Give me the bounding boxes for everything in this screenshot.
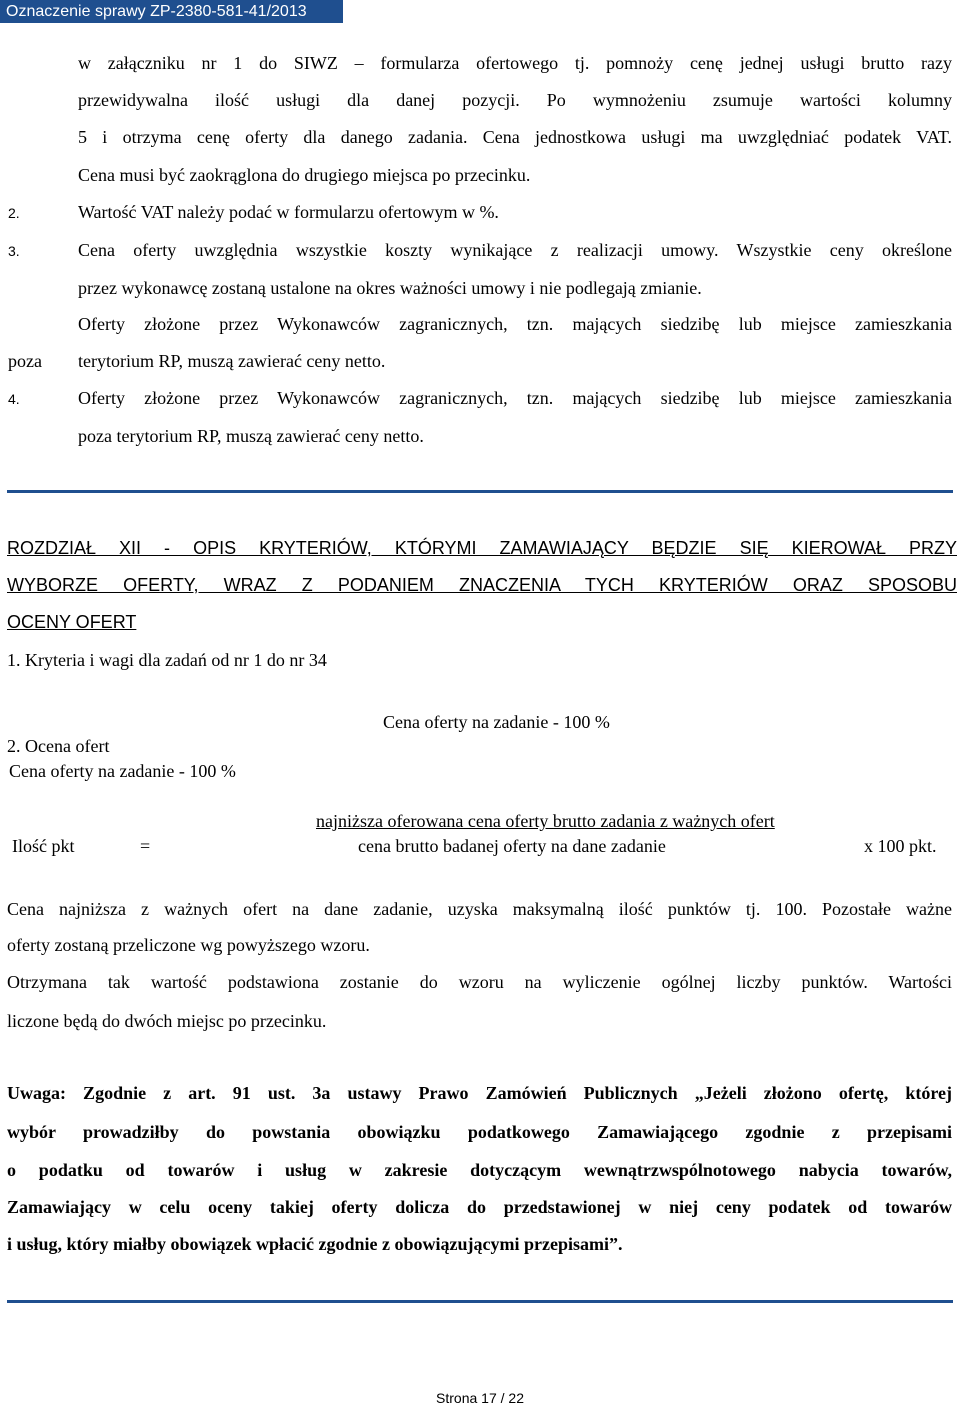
case-number: Oznaczenie sprawy ZP-2380-581-41/2013 [6, 3, 307, 20]
section-divider [7, 490, 953, 493]
page-total: 22 [508, 1390, 524, 1406]
document-header [0, 0, 343, 23]
formula-denominator: cena brutto badanej oferty na dane zadanie [358, 836, 666, 856]
criteria-value: Cena oferty na zadanie - 100 % [383, 712, 610, 732]
formula-numerator: najniższa oferowana cena oferty brutto zadania z ważnych ofert [316, 811, 775, 831]
item-text: Oferty złożone przez Wykonawców zagranicznych, tzn. mających siedzibę lub miejsce zamieszkania [78, 388, 952, 408]
page-current: 17 [481, 1390, 497, 1406]
note-line: o podatku od towarów i usług w zakresie dotyczącym wewnątrzwspólnotowego nabycia towarów, [7, 1160, 952, 1180]
section-title-line: ROZDZIAŁ XII - OPIS KRYTERIÓW, KTÓRYMI ZAMAWIAJĄCY BĘDZIE SIĘ KIEROWAŁ PRZY [7, 538, 957, 558]
item-text: poza terytorium RP, muszą zawierać ceny netto. [78, 426, 424, 446]
item-text: Wartość VAT należy podać w formularzu ofertowym w %. [78, 202, 499, 222]
footer-divider [7, 1300, 953, 1303]
item-text: Oferty złożone przez Wykonawców zagranicznych, tzn. mających siedzibę lub miejsce zamieszkania [78, 314, 952, 334]
paragraph-line: Cena najniższa z ważnych ofert na dane zadanie, uzyska maksymalną ilość punktów tj. 100. Pozostałe ważne [7, 899, 952, 919]
formula-multiplier: x 100 pkt. [864, 836, 937, 856]
note-line: Uwaga: Zgodnie z art. 91 ust. 3a ustawy Prawo Zamówień Publicznych „Jeżeli złożono ofertę, której [7, 1083, 952, 1103]
page-footer [0, 1390, 960, 1406]
paragraph-line: w załączniku nr 1 do SIWZ – formularza ofertowego tj. pomnoży cenę jednej usługi brutto razy [78, 53, 952, 73]
paragraph-line: Otrzymana tak wartość podstawiona zostanie do wzoru na wyliczenie ogólnej liczby punktów. Wartości [7, 972, 952, 992]
paragraph-line: oferty zostaną przeliczone wg powyższego wzoru. [7, 935, 370, 955]
page-label: Strona [436, 1390, 478, 1406]
paragraph-line: przewidywalna ilość usługi dla danej pozycji. Po wymnożeniu zsumuje wartości kolumny [78, 90, 952, 110]
section-title-line: OCENY OFERT [7, 612, 137, 632]
note-line: wybór prowadziłby do powstania obowiązku podatkowego Zamawiającego zgodnie z przepisami [7, 1122, 952, 1142]
note-line: Zamawiający w celu oceny takiej oferty dolicza do przedstawionej w niej ceny podatek od towarów [7, 1197, 952, 1217]
formula-left: Ilość pkt [12, 836, 75, 856]
item-text: terytorium RP, muszą zawierać ceny netto. [78, 351, 386, 371]
item-number: 3. [8, 243, 20, 259]
section-title-line: WYBORZE OFERTY, WRAZ Z PODANIEM ZNACZENIA TYCH KRYTERIÓW ORAZ SPOSOBU [7, 575, 957, 595]
item-text: poza [8, 351, 42, 371]
paragraph-line: 5 i otrzyma cenę oferty dla danego zadania. Cena jednostkowa usługi ma uwzględniać podatek VAT. [78, 127, 952, 147]
item-text: przez wykonawcę zostaną ustalone na okres ważności umowy i nie podlegają zmianie. [78, 278, 702, 298]
item-number: 2. [8, 205, 20, 221]
evaluation-value: Cena oferty na zadanie - 100 % [9, 761, 236, 781]
evaluation-heading: 2. Ocena ofert [7, 736, 110, 756]
formula-equals: = [140, 836, 151, 856]
page-separator: / [500, 1390, 505, 1406]
paragraph-line: liczone będą do dwóch miejsc po przecinku. [7, 1011, 327, 1031]
note-line: i usług, który miałby obowiązek wpłacić zgodnie z obowiązującymi przepisami”. [7, 1234, 623, 1254]
item-number: 4. [8, 391, 20, 407]
criteria-heading: 1. Kryteria i wagi dla zadań od nr 1 do nr 34 [7, 650, 327, 670]
paragraph-line: Cena musi być zaokrąglona do drugiego miejsca po przecinku. [78, 165, 531, 185]
item-text: Cena oferty uwzględnia wszystkie koszty wynikające z realizacji umowy. Wszystkie ceny określone [78, 240, 952, 260]
